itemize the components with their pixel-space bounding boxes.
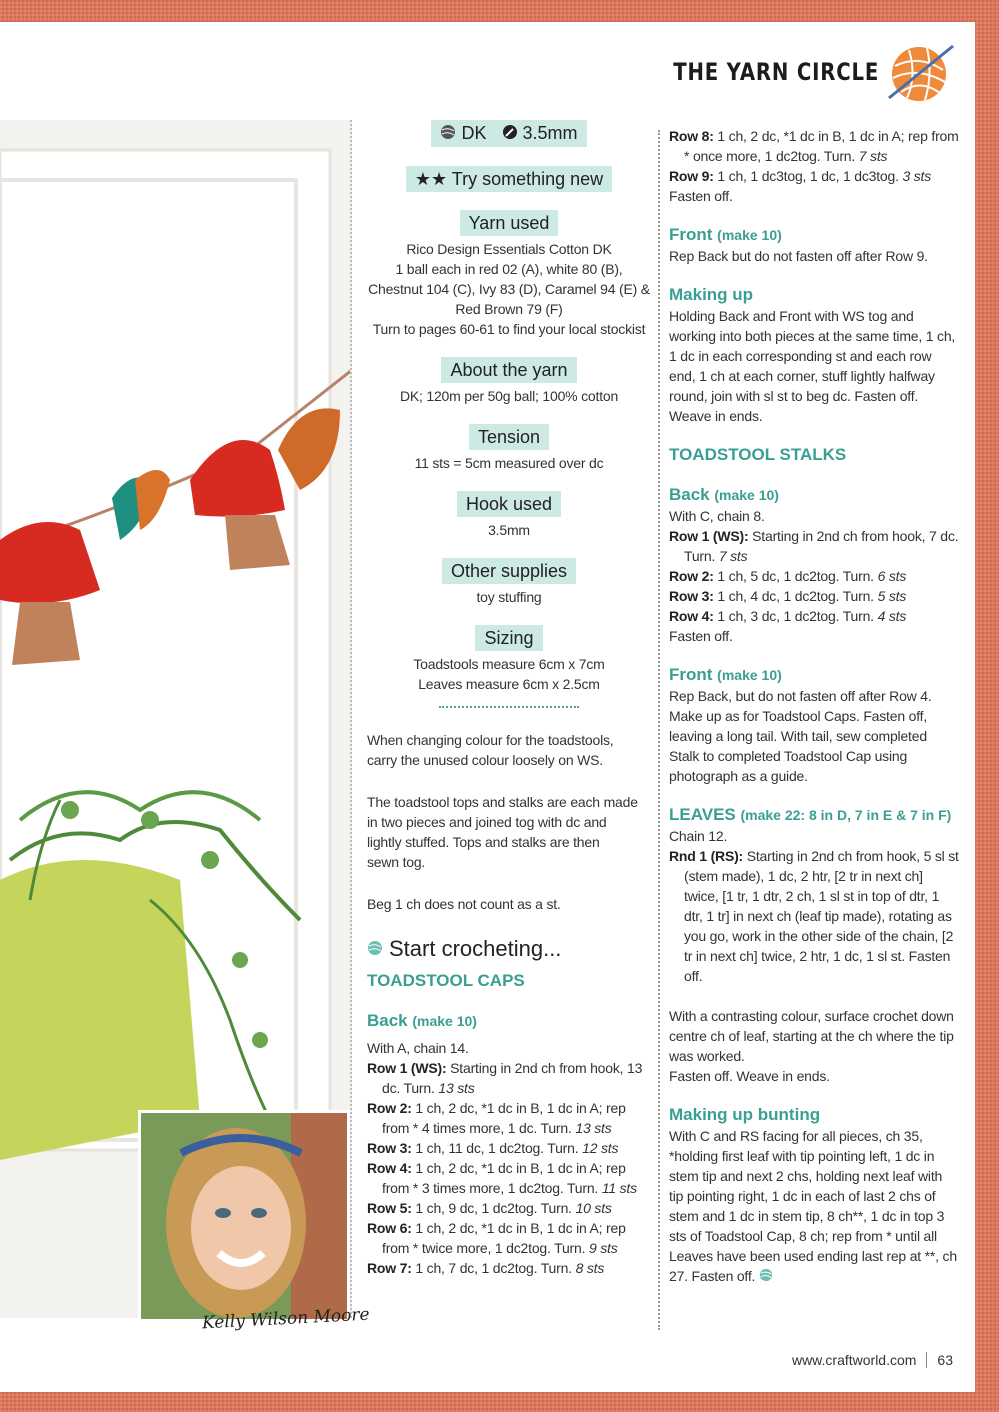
skill-stars: ★★ bbox=[414, 169, 448, 190]
tension-text: 11 sts = 5cm measured over dc bbox=[414, 455, 604, 472]
row-label: Row 2: bbox=[669, 568, 714, 584]
start-crocheting-heading bbox=[367, 936, 651, 962]
row-text: 1 ch, 5 dc, 1 dc2tog. Turn. bbox=[713, 568, 878, 584]
row-label: Row 4: bbox=[367, 1160, 412, 1177]
stalk-front-text: Rep Back, but do not fasten off after Row 4. Make up as for Toadstool Caps. Fasten off, leaving a long tail. With tail, sew completed Stalk to completed Toadstool Cap using photograph as a guide. bbox=[669, 688, 932, 784]
note-line: carry the unused colour loosely on WS. bbox=[367, 752, 603, 769]
hook-used-heading: Hook used bbox=[457, 491, 561, 517]
row-text: Starting in 2nd ch from hook, 7 dc. Turn. bbox=[684, 528, 959, 564]
sizing-line: Toadstools measure 6cm x 7cm bbox=[413, 656, 605, 673]
start-label: Start crocheting... bbox=[389, 936, 562, 962]
note-paragraph bbox=[367, 730, 651, 770]
caps-rows-cont bbox=[669, 126, 959, 186]
contrast-fasten: Fasten off. Weave in ends. bbox=[669, 1068, 830, 1084]
yarn-used-heading: Yarn used bbox=[460, 210, 559, 236]
row-label: Row 1 (WS): bbox=[669, 528, 749, 544]
stalk-fasten: Fasten off. bbox=[669, 628, 733, 644]
row-stitch-count: 6 sts bbox=[877, 568, 907, 584]
row-stitch-count: 5 sts bbox=[877, 588, 907, 604]
caps-back-heading bbox=[367, 1010, 651, 1032]
caps-heading: TOADSTOOL CAPS bbox=[367, 971, 525, 991]
section-header bbox=[628, 40, 957, 104]
leaves-heading bbox=[669, 804, 959, 826]
row-label: Row 2: bbox=[367, 1100, 412, 1117]
yarn-weight: DK bbox=[461, 123, 487, 143]
about-yarn-text: DK; 120m per 50g ball; 100% cotton bbox=[399, 388, 619, 405]
pattern-row bbox=[367, 1138, 651, 1158]
page-number: 63 bbox=[937, 1352, 953, 1368]
leaves-label: LEAVES bbox=[669, 805, 736, 824]
note-paragraph bbox=[367, 894, 651, 914]
hook-size: 3.5mm bbox=[522, 123, 578, 143]
yarn-ball-icon bbox=[759, 1267, 773, 1287]
yarn-used-line: Red Brown 79 (F) bbox=[455, 301, 563, 318]
row-text: 1 ch, 4 dc, 1 dc2tog. Turn. bbox=[713, 588, 878, 604]
pattern-row bbox=[367, 1058, 651, 1098]
round-label: Rnd 1 (RS): bbox=[669, 848, 744, 864]
pattern-row bbox=[367, 1158, 651, 1198]
bunting-heading: Making up bunting bbox=[669, 1105, 821, 1124]
making-up-text: Holding Back and Front with WS tog and working into both pieces at the same time, 1 ch, 1 dc in each corresponding st and each row end, 1 ch at each corner, stuff lightly halfway round, join with sl st to beg dc. Fasten off. Weave in ends. bbox=[669, 308, 956, 424]
pattern-row bbox=[669, 526, 959, 566]
row-label: Row 3: bbox=[669, 588, 714, 604]
bunting-body: With C and RS facing for all pieces, ch 35, *holding first leaf with tip pointing left, 1 dc in stem tip and next 2 chs, holding next leaf with tip pointing right, 1 dc in each of last 2 chs of stem and 1 dc in stem tip, 8 ch**, 1 dc in top 3 sts of Toadstool Cap, 8 ch; rep from * until all Leaves have been used ending last rep at **, ch 27. Fasten off. bbox=[669, 1128, 957, 1284]
contrast-text: With a contrasting colour, surface crochet down centre ch of leaf, starting at the ch where the tip was worked. bbox=[669, 1008, 954, 1064]
row-text: 1 ch, 7 dc, 1 dc2tog. Turn. bbox=[411, 1260, 576, 1277]
row-text: 1 ch, 2 dc, *1 dc in B, 1 dc in A; rep from * once more, 1 dc2tog. Turn. bbox=[684, 128, 959, 164]
yarn-used-line: Rico Design Essentials Cotton DK bbox=[406, 241, 612, 258]
row-stitch-count: 3 sts bbox=[902, 168, 932, 184]
sizing-heading: Sizing bbox=[475, 625, 542, 651]
caps-front-heading bbox=[669, 224, 959, 246]
column-divider bbox=[658, 130, 660, 1330]
row-stitch-count: 12 sts bbox=[582, 1140, 619, 1157]
row-text: 1 ch, 2 dc, *1 dc in B, 1 dc in A; rep from * 4 times more, 1 dc. Turn. bbox=[382, 1100, 626, 1137]
yarn-ball-icon bbox=[367, 936, 383, 962]
footer-divider bbox=[926, 1352, 927, 1368]
bunting-text bbox=[669, 1126, 959, 1287]
caps-back-label: Back bbox=[367, 1011, 408, 1031]
caps-front-text: Rep Back but do not fasten off after Row 9. bbox=[669, 248, 928, 264]
fasten-off: Fasten off. bbox=[669, 188, 733, 204]
row-label: Row 1 (WS): bbox=[367, 1060, 447, 1077]
row-stitch-count: 13 sts bbox=[575, 1120, 612, 1137]
yarn-used-line: Turn to pages 60-61 to find your local stockist bbox=[372, 321, 646, 338]
note-line: When changing colour for the toadstools, bbox=[367, 732, 614, 749]
skill-level-badge bbox=[406, 166, 612, 192]
note-line: sewn tog. bbox=[367, 854, 426, 871]
pattern-row bbox=[367, 1218, 651, 1258]
pattern-specs-column bbox=[367, 120, 651, 1278]
row-stitch-count: 10 sts bbox=[575, 1200, 612, 1217]
stalk-back-label: Back bbox=[669, 485, 710, 504]
pattern-row bbox=[669, 166, 959, 186]
row-text: 1 ch, 9 dc, 1 dc2tog. Turn. bbox=[411, 1200, 576, 1217]
row-label: Row 7: bbox=[367, 1260, 412, 1277]
round-text: Starting in 2nd ch from hook, 5 sl st (stem made), 1 dc, 2 htr, [2 tr in next ch] twice, [1 tr, 1 dtr, 2 ch, 1 sl st in top of dtr, 1 dtr, 1 tr] in next ch (leaf tip made), rotating as you go, work in the other side of the chain, [2 tr in next ch] twice, 2 htr, 1 dc, 1 sl st. Fasten off. bbox=[684, 848, 959, 984]
row-stitch-count: 9 sts bbox=[588, 1240, 618, 1257]
pattern-row bbox=[367, 1098, 651, 1138]
caps-rows bbox=[367, 1058, 651, 1278]
yarn-weight-badge bbox=[431, 120, 586, 147]
page-footer bbox=[792, 1352, 953, 1368]
section-title: THE YARN CIRCLE bbox=[673, 58, 879, 86]
row-text: 1 ch, 1 dc3tog, 1 dc, 1 dc3tog. bbox=[713, 168, 903, 184]
yarn-used-line: Chestnut 104 (C), Ivy 83 (D), Caramel 94 (E) & bbox=[368, 281, 650, 298]
author-portrait bbox=[138, 1110, 350, 1322]
note-paragraph bbox=[367, 792, 651, 872]
row-stitch-count: 7 sts bbox=[718, 548, 748, 564]
note-line: lightly stuffed. Tops and stalks are then bbox=[367, 834, 600, 851]
pattern-row bbox=[367, 1198, 651, 1218]
stalk-front-heading bbox=[669, 664, 959, 686]
leaves-intro: Chain 12. bbox=[669, 828, 728, 844]
row-text: Starting in 2nd ch from hook, 13 dc. Turn. bbox=[382, 1060, 643, 1097]
stalk-front-note: (make 10) bbox=[717, 667, 782, 683]
row-label: Row 6: bbox=[367, 1220, 412, 1237]
tension-heading: Tension bbox=[469, 424, 549, 450]
leaves-note: (make 22: 8 in D, 7 in E & 7 in F) bbox=[740, 807, 952, 823]
author-credit: Kelly Wilson Moore bbox=[201, 1304, 371, 1334]
hook-used-text: 3.5mm bbox=[488, 522, 530, 539]
website-link[interactable]: www.craftworld.com bbox=[791, 1352, 917, 1368]
row-text: 1 ch, 11 dc, 1 dc2tog. Turn. bbox=[411, 1140, 583, 1157]
pattern-row bbox=[669, 606, 959, 626]
row-stitch-count: 8 sts bbox=[575, 1260, 605, 1277]
divider bbox=[439, 706, 579, 708]
sizing-line: Leaves measure 6cm x 2.5cm bbox=[418, 676, 600, 693]
note-line: Beg 1 ch does not count as a st. bbox=[367, 896, 561, 913]
hook-icon bbox=[502, 122, 518, 146]
leaves-round bbox=[669, 846, 959, 986]
row-label: Row 5: bbox=[367, 1200, 412, 1217]
row-stitch-count: 13 sts bbox=[438, 1080, 475, 1097]
caps-front-note: (make 10) bbox=[717, 227, 782, 243]
stalk-intro: With C, chain 8. bbox=[669, 508, 765, 524]
pattern-row bbox=[669, 126, 959, 166]
yarn-ball-icon bbox=[440, 122, 456, 146]
pattern-row bbox=[367, 1258, 651, 1278]
row-label: Row 9: bbox=[669, 168, 714, 184]
row-text: 1 ch, 3 dc, 1 dc2tog. Turn. bbox=[713, 608, 878, 624]
stalks-heading: TOADSTOOL STALKS bbox=[669, 445, 847, 464]
yarn-ball-icon bbox=[887, 40, 957, 104]
caps-intro: With A, chain 14. bbox=[367, 1040, 469, 1057]
about-yarn-heading: About the yarn bbox=[441, 357, 576, 383]
stalk-back-note: (make 10) bbox=[714, 487, 779, 503]
note-line: The toadstool tops and stalks are each made bbox=[367, 794, 638, 811]
note-line: in two pieces and joined tog with dc and bbox=[367, 814, 607, 831]
pattern-instructions-column bbox=[669, 126, 959, 1287]
pattern-row bbox=[669, 566, 959, 586]
pattern-row bbox=[669, 586, 959, 606]
making-up-heading: Making up bbox=[669, 285, 754, 304]
magazine-page bbox=[0, 22, 975, 1392]
caps-back-note: (make 10) bbox=[412, 1013, 477, 1030]
stalk-front-label: Front bbox=[669, 665, 713, 684]
row-label: Row 8: bbox=[669, 128, 714, 144]
row-text: 1 ch, 2 dc, *1 dc in B, 1 dc in A; rep from * 3 times more, 1 dc2tog. Turn. bbox=[382, 1160, 626, 1197]
row-label: Row 4: bbox=[669, 608, 714, 624]
yarn-used-line: 1 ball each in red 02 (A), white 80 (B), bbox=[395, 261, 623, 278]
supplies-heading: Other supplies bbox=[442, 558, 576, 584]
row-text: 1 ch, 2 dc, *1 dc in B, 1 dc in A; rep from * twice more, 1 dc2tog. Turn. bbox=[382, 1220, 626, 1257]
stalk-back-heading bbox=[669, 484, 959, 506]
row-stitch-count: 7 sts bbox=[858, 148, 888, 164]
stalk-rows bbox=[669, 526, 959, 626]
skill-level: Try something new bbox=[451, 169, 604, 190]
caps-front-label: Front bbox=[669, 225, 713, 244]
row-label: Row 3: bbox=[367, 1140, 412, 1157]
row-stitch-count: 4 sts bbox=[877, 608, 907, 624]
row-stitch-count: 11 sts bbox=[601, 1180, 637, 1197]
supplies-text: toy stuffing bbox=[476, 589, 542, 606]
